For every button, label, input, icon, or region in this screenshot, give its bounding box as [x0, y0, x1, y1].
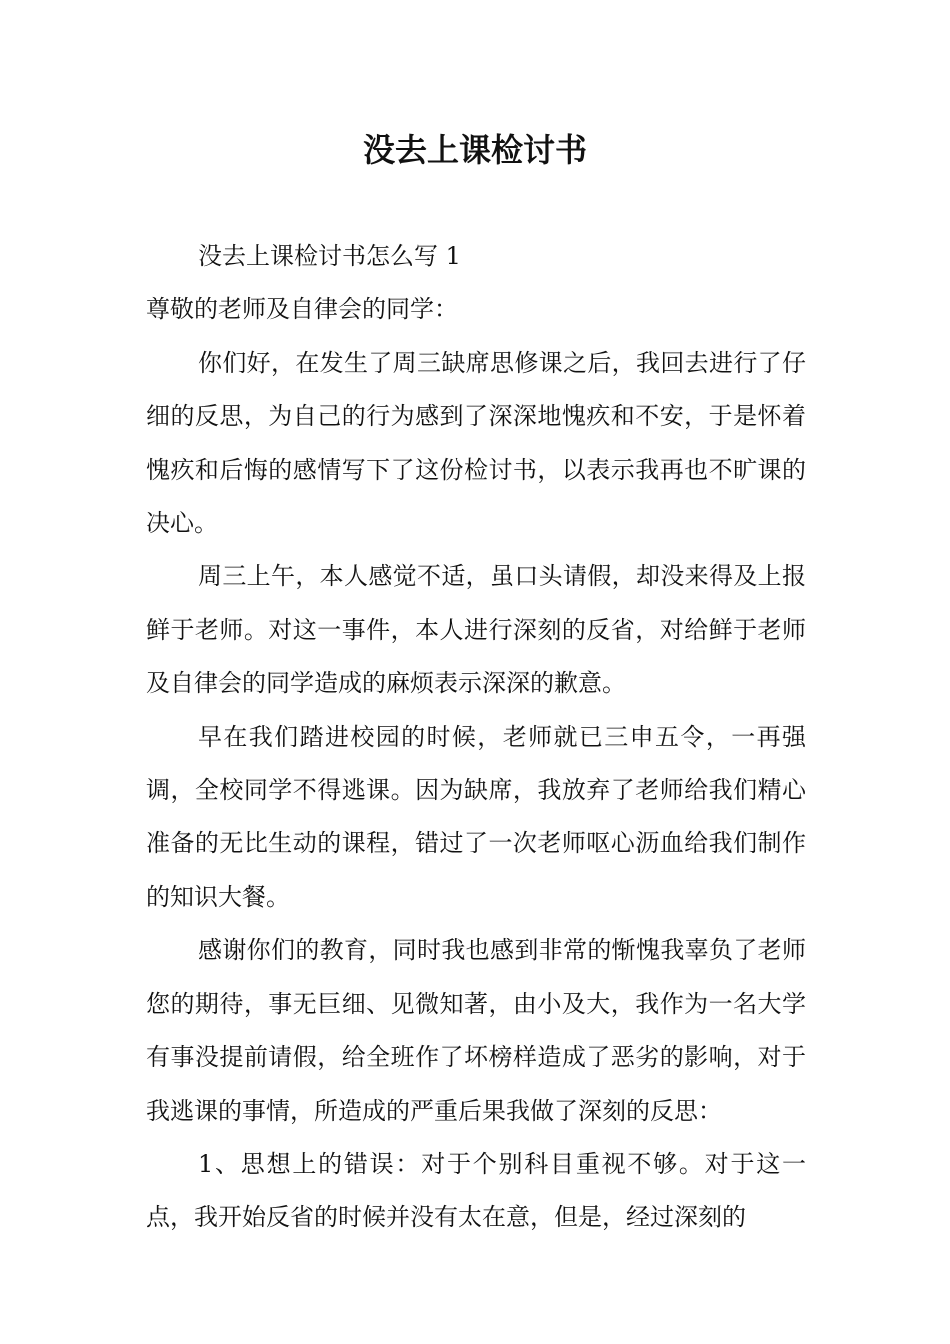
paragraph-2: 周三上午，本人感觉不适，虽口头请假，却没来得及上报鲜于老师。对这一事件，本人进行深刻的反省，对给鲜于老师及自律会的同学造成的麻烦表示深深的歉意。: [146, 562, 806, 698]
paragraph-3: 早在我们踏进校园的时候，老师就已三申五令，一再强调，全校同学不得逃课。因为缺席，我放弃了老师给我们精心准备的无比生动的课程，错过了一次老师呕心沥血给我们制作的知识大餐。: [146, 722, 806, 911]
document-subtitle: 没去上课检讨书怎么写 1: [198, 242, 461, 270]
document-body: [146, 230, 806, 1245]
paragraph-5: 1、思想上的错误：对于个别科目重视不够。对于这一点，我开始反省的时候并没有太在意，但是，经过深刻的: [146, 1149, 806, 1232]
paragraph-4: 感谢你们的教育，同时我也感到非常的惭愧我辜负了老师您的期待，事无巨细、见微知著，由小及大，我作为一名大学有事没提前请假，给全班作了坏榜样造成了恶劣的影响，对于我逃课的事情，所造成的严重后果我做了深刻的反思：: [146, 936, 806, 1125]
salutation: 尊敬的老师及自律会的同学：: [146, 295, 458, 324]
paragraph-1: 你们好，在发生了周三缺席思修课之后，我回去进行了仔细的反思，为自己的行为感到了深深地愧疚和不安，于是怀着愧疚和后悔的感情写下了这份检讨书，以表示我再也不旷课的决心。: [146, 348, 806, 538]
document-title: 没去上课检讨书: [362, 131, 587, 169]
